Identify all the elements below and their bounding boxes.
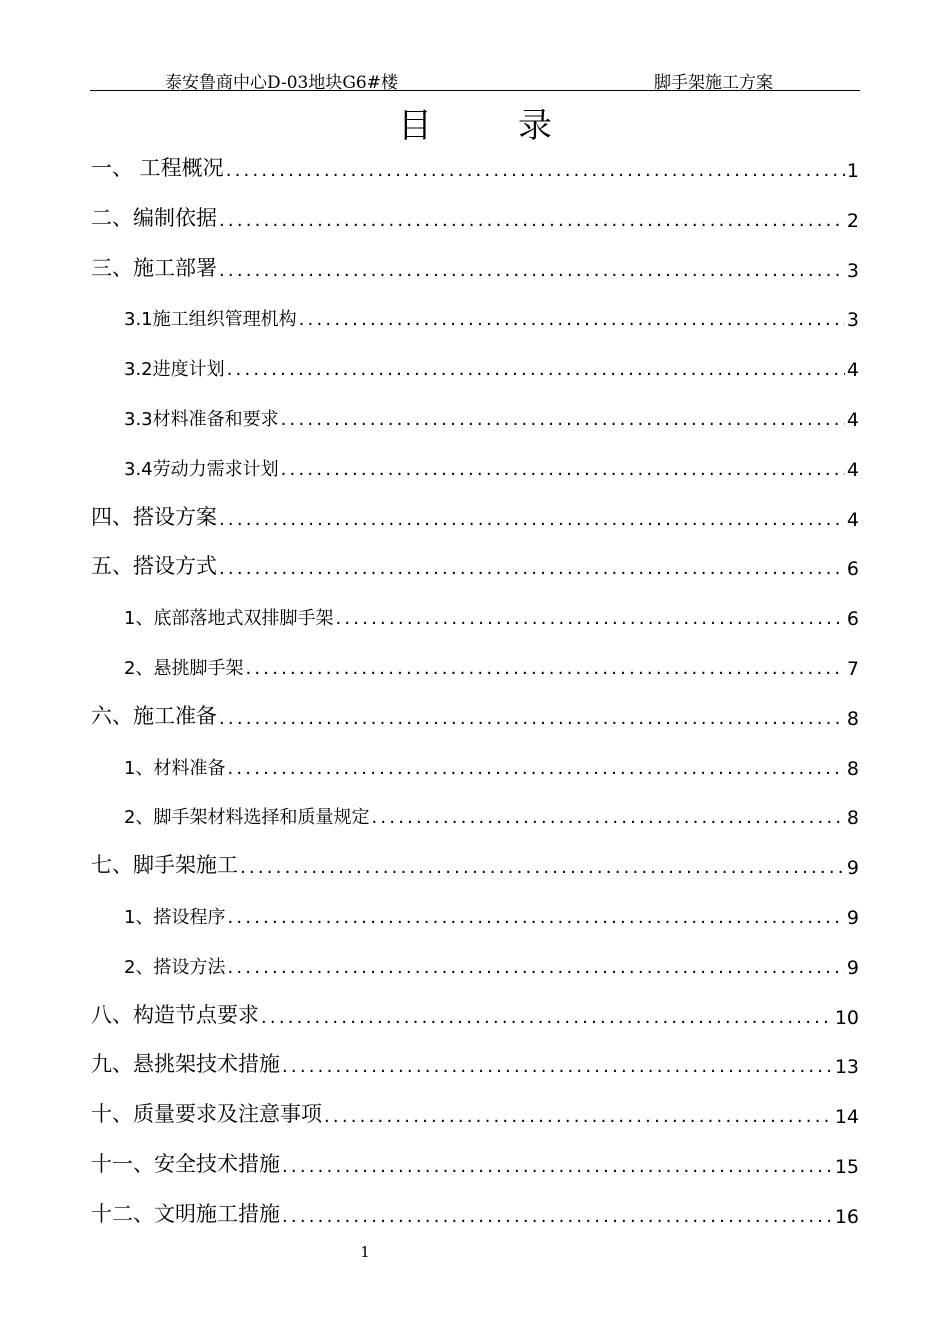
toc-leader-dots — [371, 809, 844, 829]
toc-entry-label: 3.3材料准备和要求 — [124, 409, 279, 430]
toc-entry-label: 3.1施工组织管理机构 — [124, 309, 297, 331]
toc-entry[interactable] — [91, 202, 859, 232]
toc-entry-label: 2、搭设方法 — [124, 956, 226, 978]
toc-entry-label: 十二、文明施工措施 — [91, 1201, 280, 1226]
toc-leader-dots — [219, 710, 845, 730]
toc-entry-label: 二、编制依据 — [91, 205, 217, 230]
toc-entry-page: 13 — [834, 1056, 859, 1079]
toc-entry-label: 九、悬挑架技术措施 — [91, 1052, 280, 1077]
toc-entry-label: 七、脚手架施工 — [91, 853, 238, 878]
toc-entry[interactable] — [91, 1048, 859, 1078]
toc-entry-label: 六、施工准备 — [91, 703, 217, 728]
toc-entry-label: 1、材料准备 — [124, 757, 226, 779]
toc-entry-label: 四、搭设方案 — [91, 504, 217, 529]
toc-entry-page: 15 — [834, 1156, 859, 1178]
toc-entry-label: 五、搭设方式 — [91, 554, 217, 579]
page-number: 1 — [360, 1243, 370, 1261]
toc-entry-label: 1、底部落地式双排脚手架 — [124, 608, 334, 630]
toc-leader-dots — [219, 560, 845, 580]
toc-entry[interactable] — [124, 301, 859, 331]
toc-leader-dots — [282, 1058, 833, 1078]
toc-entry-page: 6 — [846, 558, 859, 581]
toc-entry-page: 7 — [846, 658, 859, 680]
toc-entry-page: 10 — [834, 1006, 859, 1029]
toc-title-part1: 目 — [398, 106, 432, 146]
toc-entry-label: 3.2进度计划 — [124, 359, 225, 381]
toc-entry-label: 八、构造节点要求 — [91, 1002, 259, 1027]
toc-entry-label: 3.4劳动力需求计划 — [124, 458, 279, 480]
toc-entry[interactable] — [91, 501, 859, 531]
toc-entry[interactable] — [91, 152, 859, 182]
toc-entry[interactable] — [124, 899, 859, 929]
toc-entry[interactable] — [124, 401, 859, 431]
toc-entry-page: 4 — [846, 409, 859, 431]
toc-entry-page: 1 — [846, 160, 859, 182]
toc-leader-dots — [281, 461, 845, 481]
toc-entry-label: 一、 工程概况 — [91, 156, 224, 180]
toc-entry-page: 3 — [846, 259, 859, 282]
toc-leader-dots — [245, 660, 844, 680]
toc-entry[interactable] — [124, 451, 859, 481]
toc-entry-label: 2、悬挑脚手架 — [124, 658, 244, 679]
toc-entry-label: 十、质量要求及注意事项 — [91, 1102, 322, 1127]
toc-entry[interactable] — [91, 1148, 859, 1178]
toc-leader-dots — [219, 212, 845, 232]
toc-entry[interactable] — [124, 750, 859, 780]
toc-leader-dots — [240, 859, 845, 879]
toc-leader-dots — [335, 610, 844, 630]
toc-leader-dots — [219, 262, 845, 282]
toc-entry-label: 1、搭设程序 — [124, 907, 226, 928]
toc-entry[interactable] — [124, 949, 859, 979]
toc-entry-page: 3 — [846, 309, 859, 332]
toc-entry[interactable] — [91, 1198, 859, 1228]
toc-entry-page: 9 — [846, 956, 859, 979]
toc-entry-label: 三、施工部署 — [91, 255, 217, 280]
header-project-name: 泰安鲁商中心D-03地块G6#楼 — [165, 73, 398, 93]
toc-entry-label: 十一、安全技术措施 — [91, 1152, 280, 1176]
toc-leader-dots — [282, 1158, 833, 1178]
toc-entry[interactable] — [124, 600, 859, 630]
toc-title-part2: 录 — [518, 106, 552, 146]
toc-entry[interactable] — [124, 650, 859, 680]
toc-entry[interactable] — [91, 550, 859, 580]
toc-leader-dots — [227, 959, 844, 979]
toc-leader-dots — [219, 511, 845, 531]
toc-entry[interactable] — [91, 252, 859, 282]
toc-entry-label: 2、脚手架材料选择和质量规定 — [124, 807, 370, 829]
toc-entry-page: 6 — [846, 608, 859, 631]
toc-leader-dots — [227, 361, 845, 381]
toc-entry[interactable] — [91, 999, 859, 1029]
toc-entry-page: 2 — [846, 209, 859, 232]
toc-entry-page: 16 — [834, 1205, 859, 1228]
header-document-title: 脚手架施工方案 — [654, 73, 773, 93]
toc-entry-page: 8 — [846, 707, 859, 730]
toc-leader-dots — [227, 909, 844, 929]
toc-entry-page: 14 — [834, 1106, 859, 1129]
toc-entry-page: 4 — [846, 359, 859, 382]
toc-entry-page: 4 — [846, 458, 859, 481]
toc-leader-dots — [324, 1108, 833, 1128]
toc-entry-page: 9 — [846, 857, 859, 880]
toc-entry[interactable] — [91, 700, 859, 730]
toc-leader-dots — [281, 411, 845, 431]
toc-leader-dots — [226, 162, 845, 182]
toc-leader-dots — [282, 1208, 833, 1228]
toc-entry[interactable] — [124, 799, 859, 829]
toc-entry[interactable] — [124, 351, 859, 381]
toc-entry[interactable] — [91, 849, 859, 879]
toc-entry[interactable] — [91, 1098, 859, 1128]
toc-entry-page: 4 — [846, 508, 859, 531]
toc-leader-dots — [227, 760, 844, 780]
toc-leader-dots — [299, 311, 845, 331]
toc-entry-page: 8 — [846, 757, 859, 780]
toc-entry-page: 8 — [846, 807, 859, 830]
toc-leader-dots — [261, 1009, 833, 1029]
toc-entry-page: 9 — [846, 907, 859, 929]
